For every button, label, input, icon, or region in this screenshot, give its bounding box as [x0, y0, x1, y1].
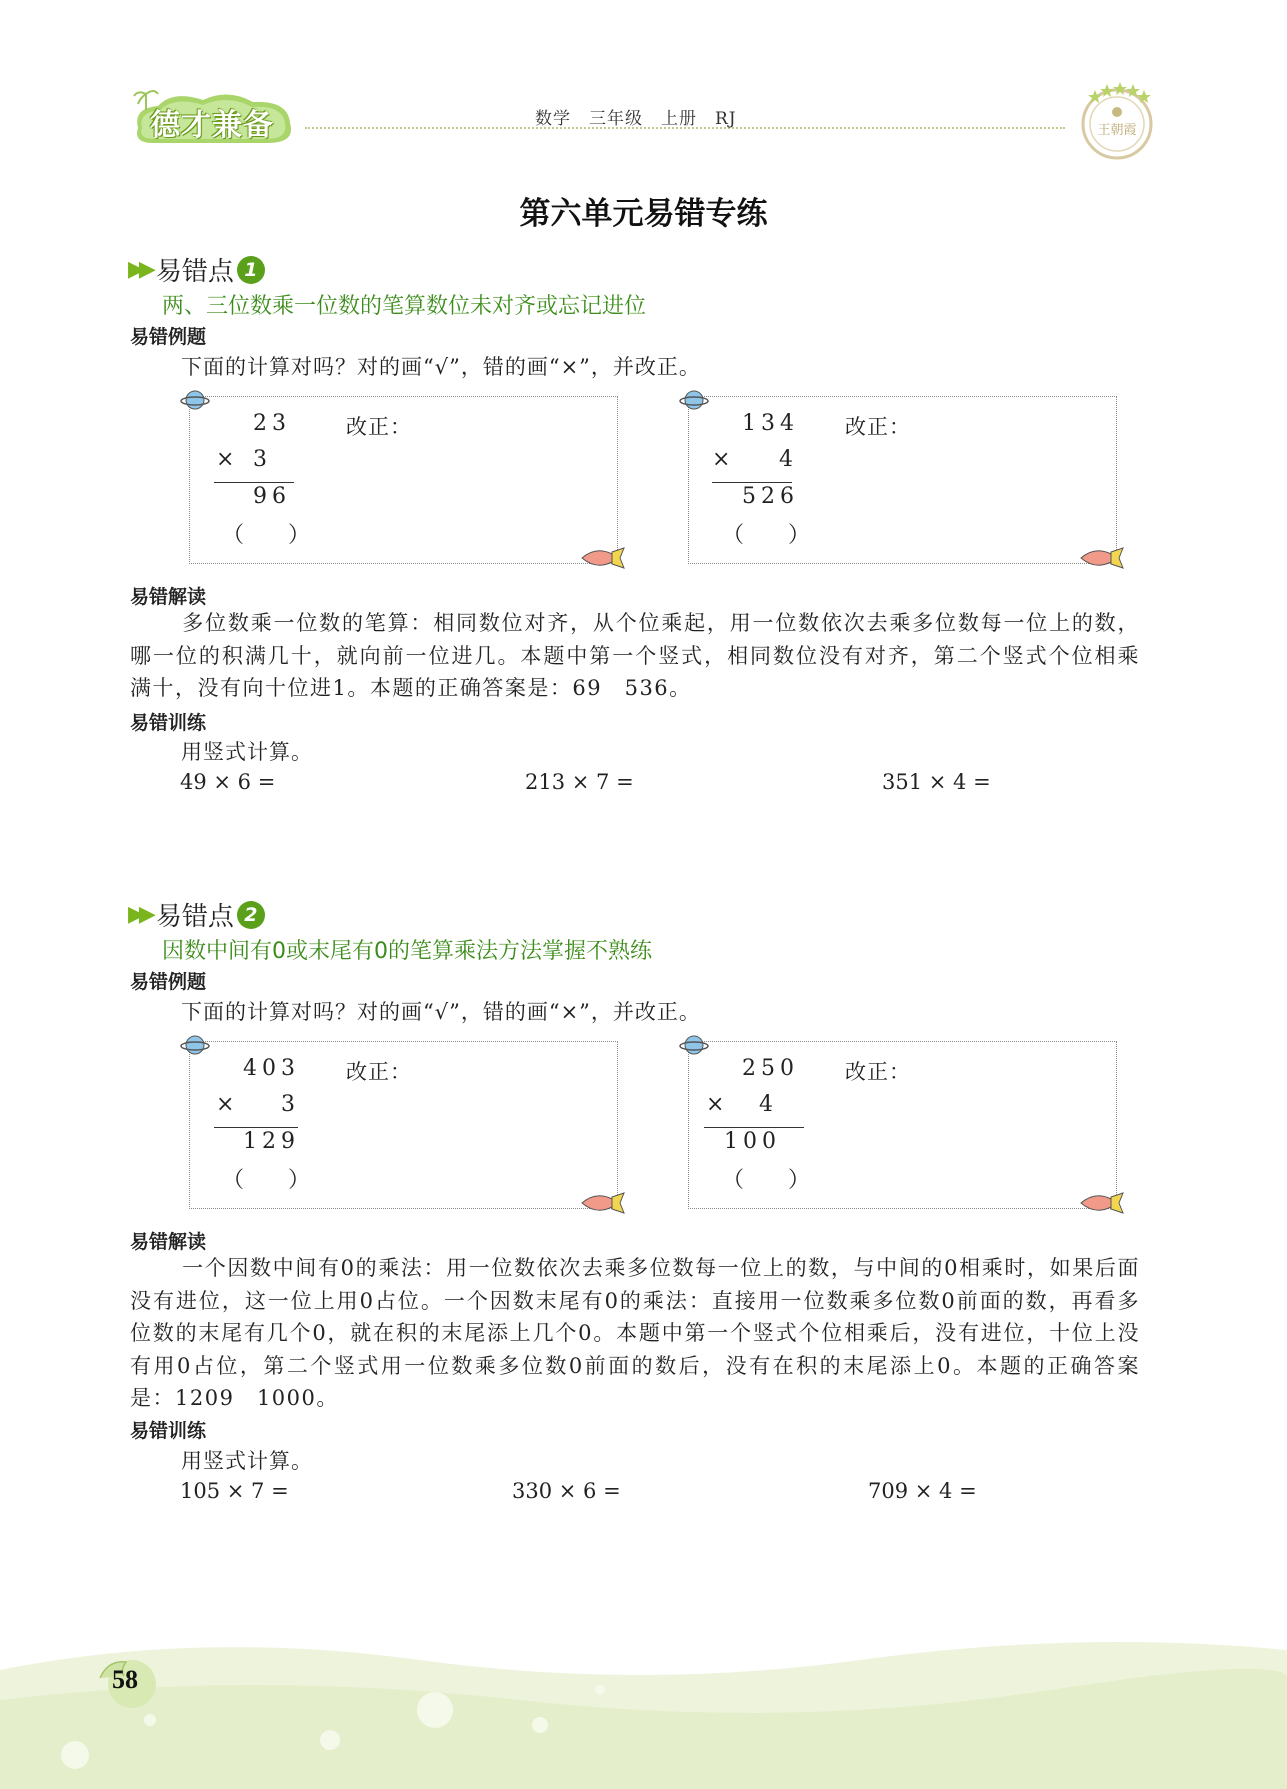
svg-text:王朝霞: 王朝霞 [1097, 123, 1137, 138]
product: 129 [243, 1129, 300, 1154]
double-arrow-icon: ▶▶ [128, 257, 150, 282]
explanation-label: 易错解读 [130, 586, 207, 608]
example-label: 易错例题 [130, 326, 207, 348]
practice-label: 易错训练 [130, 1420, 207, 1442]
multiplier: 4 [759, 1092, 778, 1117]
answer-parentheses[interactable]: （ ） [222, 1168, 311, 1193]
vertical-calc-rule [214, 1127, 298, 1128]
planet-icon [180, 385, 210, 415]
point-number-badge: 1 [237, 256, 265, 284]
vertical-calc-rule [214, 482, 294, 483]
times-sign: × [216, 1092, 240, 1117]
exercise-item[interactable]: 709 × 4 = [868, 1479, 977, 1503]
multiplicand: 134 [742, 411, 799, 436]
practice-instruction: 用竖式计算。 [181, 740, 313, 764]
publisher-seal-icon [1075, 78, 1160, 163]
rocket-icon [1077, 544, 1127, 572]
rocket-icon [578, 544, 628, 572]
exercise-item[interactable]: 213 × 7 = [525, 770, 634, 794]
example-instruction: 下面的计算对吗？对的画“√”，错的画“×”，并改正。 [181, 355, 701, 379]
practice-label: 易错训练 [130, 712, 207, 734]
rocket-icon [1077, 1189, 1127, 1217]
page-number: 58 [112, 1665, 138, 1694]
times-sign: × [706, 1092, 730, 1117]
exercise-item[interactable]: 49 × 6 = [180, 770, 276, 794]
planet-icon [679, 1030, 709, 1060]
times-sign: × [712, 447, 736, 472]
page-title: 第六单元易错专练 [519, 196, 768, 232]
vertical-calc-rule [712, 482, 792, 483]
explanation-text: 多位数乘一位数的笔算：相同数位对齐，从个位乘起，用一位数依次去乘多位数每一位上的数，哪一位的积满几十，就向前一位进几。本题中第一个竖式，相同数位没有对齐，第二个竖式个位相乘满十，没有向十位进1。本题的正确答案是：69 536。 [130, 611, 1140, 700]
multiplicand: 403 [243, 1056, 300, 1081]
point-number-badge: 2 [237, 901, 265, 929]
multiplicand: 23 [253, 411, 291, 436]
error-point-1-heading [128, 251, 265, 288]
error-point-1-subtitle: 两、三位数乘一位数的笔算数位未对齐或忘记进位 [162, 294, 647, 319]
product: 526 [742, 484, 799, 509]
error-point-2-subtitle: 因数中间有0或末尾有0的笔算乘法方法掌握不熟练 [162, 939, 652, 964]
double-arrow-icon: ▶▶ [128, 902, 150, 927]
explanation-text: 一个因数中间有0的乘法：用一位数依次去乘多位数每一位上的数，与中间的0相乘时，如果后面没有进位，这一位上用0占位。一个因数末尾有0的乘法：直接用一位数乘多位数0前面的数，再看多位数的末尾有几个0，就在积的末尾添上几个0。本题中第一个竖式个位相乘后，没有进位，十位上没有用0占位，第二个竖式用一位数乘多位数0前面的数后，没有在积的末尾添上0。本题的正确答案是：1209 1000。 [130, 1256, 1140, 1410]
answer-parentheses[interactable]: （ ） [722, 1168, 811, 1193]
correction-label: 改正： [845, 1060, 911, 1084]
header-subject: 数学 三年级 上册 RJ [535, 109, 737, 129]
multiplier: 3 [281, 1092, 300, 1117]
brand-name: 德才兼备 [150, 108, 274, 143]
correction-label: 改正： [346, 415, 412, 439]
exercise-item[interactable]: 351 × 4 = [882, 770, 991, 794]
multiplier: 3 [253, 447, 272, 472]
multiplier: 4 [779, 447, 798, 472]
vertical-calc-rule [704, 1127, 804, 1128]
error-point-2-heading [128, 896, 265, 933]
answer-parentheses[interactable]: （ ） [722, 523, 811, 548]
footer-wave-decoration [0, 1630, 1287, 1789]
correction-label: 改正： [346, 1060, 412, 1084]
correction-label: 改正： [845, 415, 911, 439]
explanation-label: 易错解读 [130, 1231, 207, 1253]
exercise-item[interactable]: 105 × 7 = [180, 1479, 289, 1503]
exercise-item[interactable]: 330 × 6 = [512, 1479, 621, 1503]
rocket-icon [578, 1189, 628, 1217]
product: 100 [724, 1129, 781, 1154]
planet-icon [180, 1030, 210, 1060]
answer-parentheses[interactable]: （ ） [222, 523, 311, 548]
multiplicand: 250 [742, 1056, 799, 1081]
error-point-label: 易错点 [155, 902, 234, 932]
example-label: 易错例题 [130, 971, 207, 993]
error-point-label: 易错点 [155, 257, 234, 287]
planet-icon [679, 385, 709, 415]
times-sign: × [216, 447, 240, 472]
practice-instruction: 用竖式计算。 [181, 1449, 313, 1473]
example-instruction: 下面的计算对吗？对的画“√”，错的画“×”，并改正。 [181, 1000, 701, 1024]
product: 96 [253, 484, 291, 509]
